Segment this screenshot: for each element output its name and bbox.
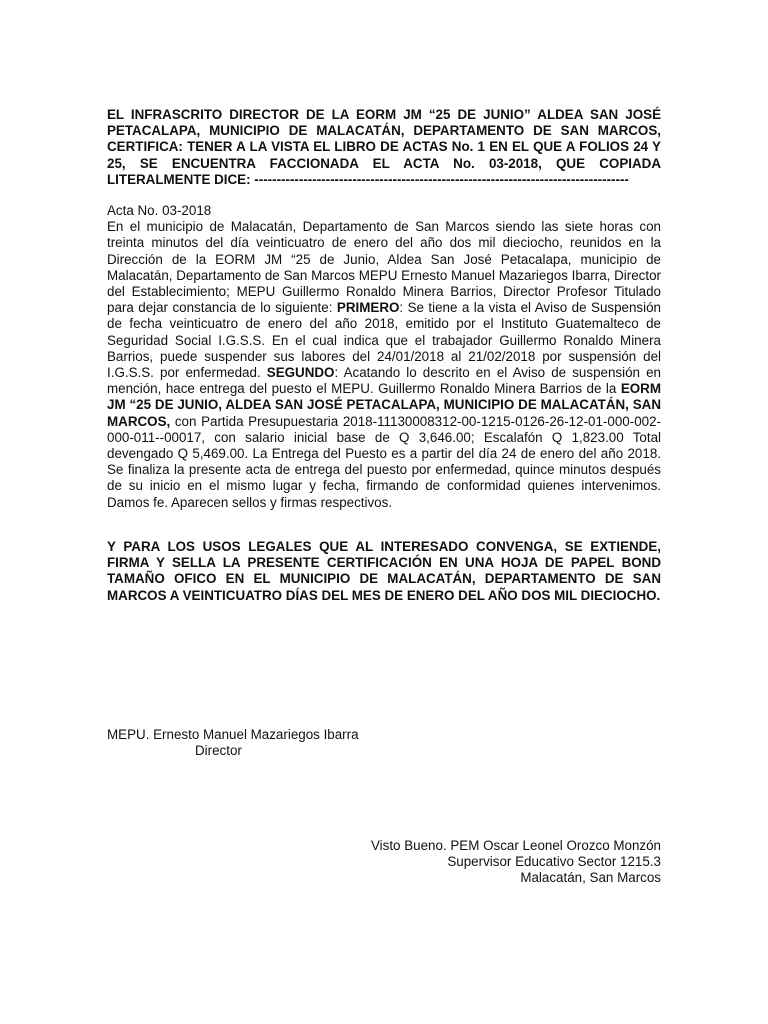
- acta-text: [107, 219, 661, 511]
- supervisor-line-2: Supervisor Educativo Sector 1215.3: [447, 854, 661, 870]
- segundo-label: SEGUNDO: [266, 365, 335, 381]
- school-name-bold: EORM JM “25 DE JUNIO, ALDEA SAN JOSÉ PETACALAPA, MUNICIPIO DE MALACATÁN, SAN MARCOS,: [107, 381, 661, 429]
- acta-text-part1: En el municipio de Malacatán, Departamento de San Marcos siendo las siete horas con treinta minutos del día veinticuatro de enero del año dos mil dieciocho, reunidos en la Dirección de la EORM JM “25 de Junio, Aldea San José Petacalapa, municipio de Malacatán, Departamento de San Marcos MEPU Ernesto Manuel Mazariegos Ibarra, Director del Establecimiento; MEPU Guillermo Ronaldo Minera Barrios, Director Profesor Titulado para dejar constancia de lo siguiente:: [107, 219, 661, 316]
- certification-header: EL INFRASCRITO DIRECTOR DE LA EORM JM “25 DE JUNIO” ALDEA SAN JOSÉ PETACALAPA, MUNICIPIO DE MALACATÁN, DEPARTAMENTO DE SAN MARCOS, CERTIFICA: TENER A LA VISTA EL LIBRO DE ACTAS No. 1 EN EL QUE A FOLIOS 24 Y 25, SE ENCUENTRA FACCIONADA EL ACTA No. 03-2018, QUE COPIADA LITERALMENTE DICE: ------------------------------------------------------------------------------------: [107, 107, 661, 187]
- director-name: MEPU. Ernesto Manuel Mazariegos Ibarra: [107, 727, 359, 742]
- supervisor-line-3: Malacatán, San Marcos: [520, 870, 661, 886]
- supervisor-line-1: Visto Bueno. PEM Oscar Leonel Orozco Monzón: [370, 838, 661, 853]
- director-signature-block: [107, 727, 359, 759]
- supervisor-signature-block: [371, 838, 661, 887]
- acta-body: [107, 203, 661, 511]
- acta-text-part3: : Acatando lo descrito en el Aviso de suspensión en mención, hace entrega del puesto el MEPU. Guillermo Ronaldo Minera Barrios de la: [107, 365, 661, 397]
- closing-statement: Y PARA LOS USOS LEGALES QUE AL INTERESADO CONVENGA, SE EXTIENDE, FIRMA Y SELLA LA PRESENTE CERTIFICACIÓN EN UNA HOJA DE PAPEL BOND TAMAÑO OFICO EN EL MUNICIPIO DE MALACATÁN, DEPARTAMENTO DE SAN MARCOS A VEINTICUATRO DÍAS DEL MES DE ENERO DEL AÑO DOS MIL DIECIOCHO.: [107, 539, 661, 603]
- acta-title: Acta No. 03-2018: [107, 203, 212, 218]
- primero-label: PRIMERO: [336, 300, 400, 316]
- acta-text-part2: : Se tiene a la vista el Aviso de Suspensión de fecha veinticuatro de enero del año 2018, emitido por el Instituto Guatemalteco de Seguridad Social I.G.S.S. En el cual indica que el trabajador Guillermo Ronaldo Minera Barrios, puede suspender sus labores del 24/01/2018 al 21/02/2018 por suspensión del I.G.S.S. por enfermedad.: [107, 300, 661, 381]
- acta-text-part4: con Partida Presupuestaria 2018-11130008312-00-1215-0126-26-12-01-000-002-000-011--00017, con salario inicial base de Q 3,646.00; Escalafón Q 1,823.00 Total devengado Q 5,469.00. La Entrega del Puesto es a partir del día 24 de enero del año 2018. Se finaliza la presente acta de entrega del puesto por enfermedad, quince minutos después de su inicio en el mismo lugar y fecha, firmando de conformidad quienes intervenimos. Damos fe. Aparecen sellos y firmas respectivos.: [107, 413, 661, 510]
- director-role: Director: [195, 743, 242, 759]
